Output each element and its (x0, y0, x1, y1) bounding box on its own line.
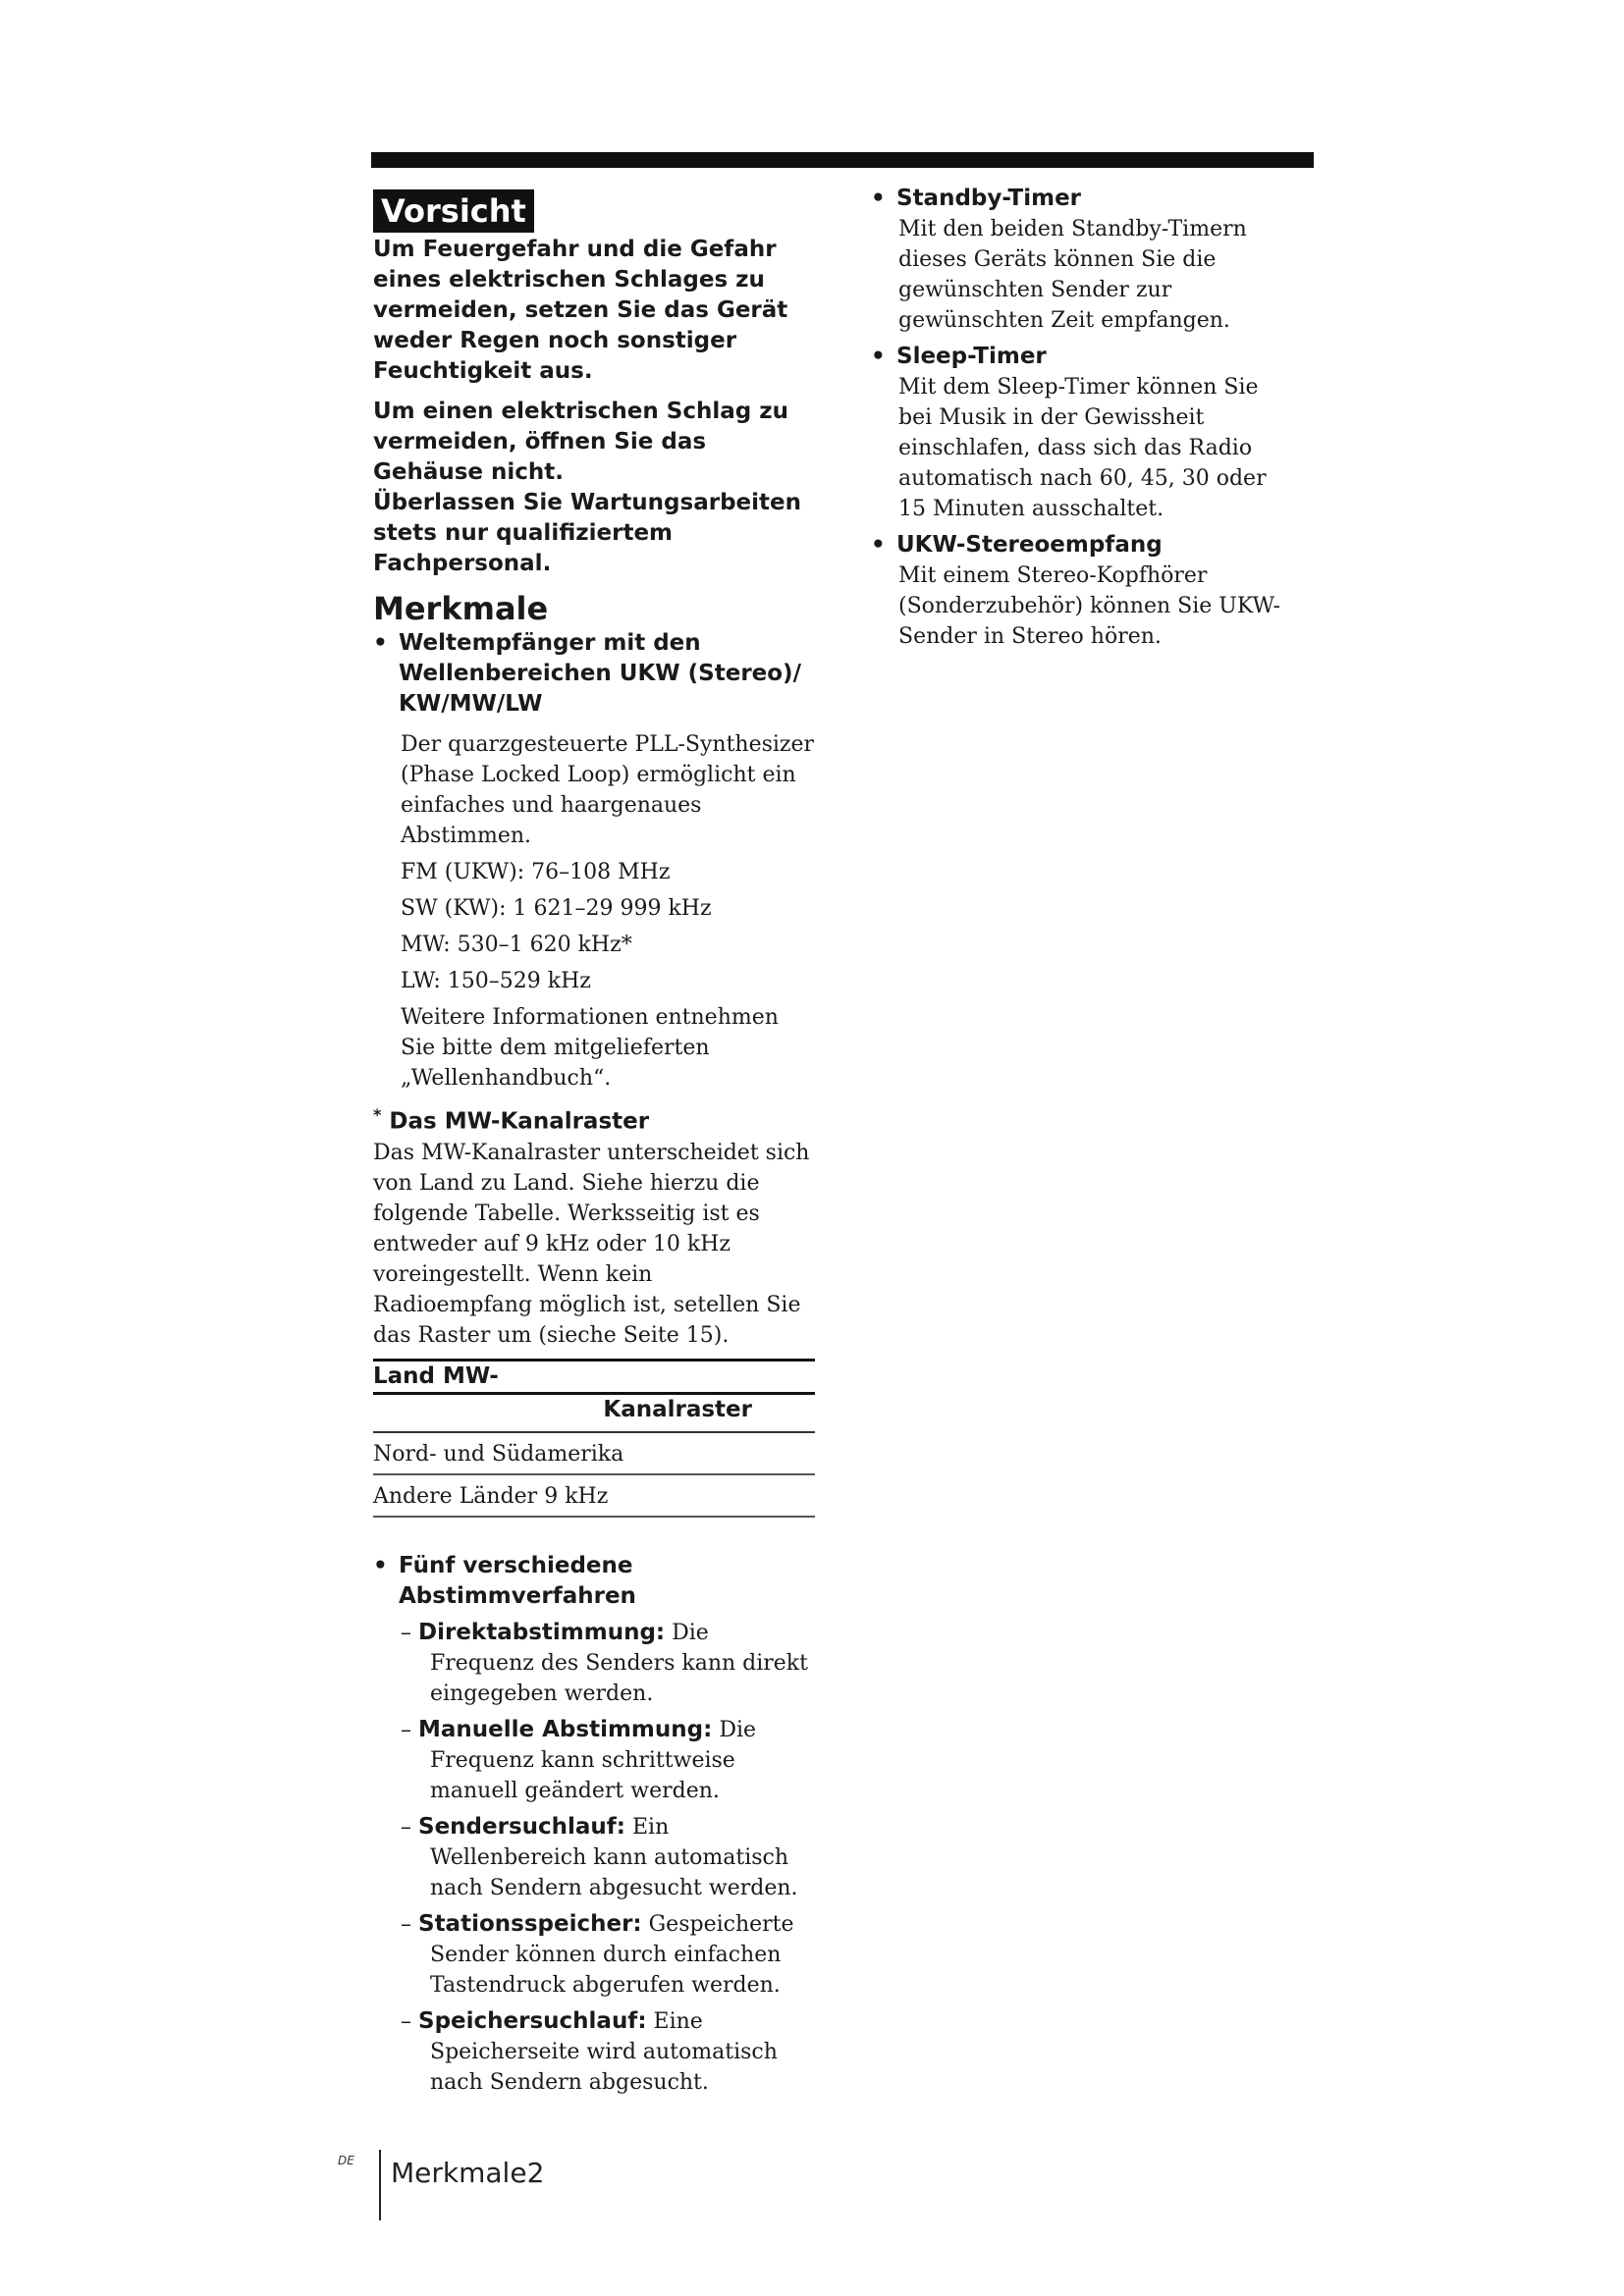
table-header-row-2 (373, 1393, 815, 1432)
world-receiver-desc: Der quarzgesteuerte PLL-Synthesizer (Phase Locked Loop) ermöglicht ein einfaches und haargenaues Abstimmen. (401, 732, 815, 848)
list-item: – Speichersuchlauf: Eine Speicherseite wird automatisch nach Sendern abgesucht. (401, 2007, 778, 2095)
stereo-text: Mit einem Stereo-Kopfhörer (Sonderzubehör) können Sie UKW-Sender in Stereo hören. (898, 563, 1280, 649)
sleep-text: Mit dem Sleep-Timer können Sie bei Musik in der Gewissheit einschlafen, dass sich das Radio automatisch nach 60, 45, 30 oder 15 Minuten ausschaltet. (898, 375, 1267, 521)
footer-divider (379, 2150, 381, 2220)
page-footer (391, 2157, 544, 2189)
table-row: Andere Länder 9 kHz (373, 1474, 815, 1517)
asterisk: * (373, 1105, 382, 1124)
language-code: DE (338, 2154, 354, 2167)
tuning-title: • Fünf verschiedene Abstimmverfahren (373, 1552, 636, 1609)
table-header-land: Land MW- (373, 1362, 499, 1389)
world-receiver-title: • Weltempfänger mit den Wellenbereichen UKW (Stereo)/ KW/MW/LW (373, 630, 801, 717)
caution-paragraph-1: Um Feuergefahr und die Gefahr eines elektrischen Schlages zu vermeiden, setzen Sie das Gerät weder Regen noch sonstiger Feuchtigkeit aus. (373, 237, 788, 384)
band-lw: LW: 150–529 kHz (401, 969, 591, 993)
band-guide-note: Weitere Informationen entnehmen Sie bitte dem mitgelieferten „Wellenhandbuch“. (401, 1005, 779, 1091)
band-mw: MW: 530–1 620 kHz* (401, 933, 632, 957)
sleep-title: • Sleep-Timer (871, 344, 1047, 369)
list-item: – Manuelle Abstimmung: Die Frequenz kann schrittweise manuell geändert werden. (401, 1716, 757, 1803)
standby-text: Mit den beiden Standby-Timern dieses Geräts können Sie die gewünschten Sender zur gewünschten Zeit empfangen. (898, 217, 1247, 333)
page-number: 2 (526, 2157, 545, 2189)
stereo-title: • UKW-Stereoempfang (871, 532, 1163, 558)
top-rule (371, 152, 1314, 168)
features-heading: Merkmale (373, 590, 549, 627)
right-column (871, 184, 1283, 652)
footer-section-label: Merkmale (391, 2157, 527, 2189)
list-item: – Direktabstimmung: Die Frequenz des Senders kann direkt eingegeben werden. (401, 1619, 808, 1706)
band-fm: FM (UKW): 76–108 MHz (401, 860, 671, 884)
list-item: – Stationsspeicher: Gespeicherte Sender können durch einfachen Tastendruck abgerufen werden. (401, 1910, 794, 1998)
mw-note-text: Das MW-Kanalraster unterscheidet sich von Land zu Land. Siehe hierzu die folgende Tabelle. Werksseitig ist es entweder auf 9 kHz oder 10 kHz voreingestellt. Wenn kein Radioempfang möglich ist, setellen Sie das Raster um (sieche Seite 15). (373, 1140, 810, 1348)
standby-title: • Standby-Timer (871, 186, 1082, 211)
caution-paragraph-3: Überlassen Sie Wartungsarbeiten stets nur qualifiziertem Fachpersonal. (373, 490, 801, 576)
table-header-row (373, 1360, 815, 1393)
left-column (373, 189, 815, 2098)
mw-raster-table (373, 1359, 815, 1518)
list-item: – Sendersuchlauf: Ein Wellenbereich kann automatisch nach Sendern abgesucht werden. (401, 1813, 798, 1900)
caution-paragraph-2: Um einen elektrischen Schlag zu vermeiden, öffnen Sie das Gehäuse nicht. (373, 399, 788, 485)
table-row: Nord- und Südamerika (373, 1432, 815, 1474)
table-header-raster: Kanalraster (603, 1396, 752, 1422)
band-sw: SW (KW): 1 621–29 999 kHz (401, 896, 712, 921)
caution-badge: Vorsicht (373, 189, 534, 233)
mw-note-title: * Das MW-Kanalraster (373, 1105, 650, 1135)
